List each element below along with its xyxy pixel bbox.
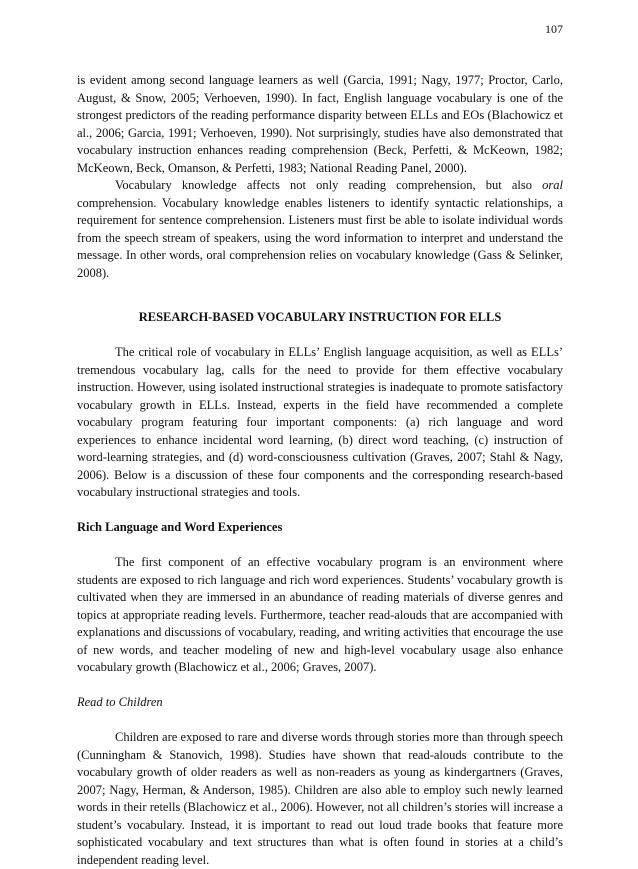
paragraph-2 [77, 177, 563, 282]
section-heading: RESEARCH-BASED VOCABULARY INSTRUCTION FOR ELLS [138, 310, 502, 324]
paragraph-2-text-a: Vocabulary knowledge affects not only reading comprehension, but also [115, 178, 543, 192]
subheading-rich-language: Rich Language and Word Experiences [77, 520, 283, 534]
paragraph-2-italic-oral: oral [542, 178, 563, 192]
subheading-read-to-children: Read to Children [77, 695, 163, 709]
paragraph-2-text-b: comprehension. Vocabulary knowledge enables listeners to identify syntactic relationships, a requirement for sentence comprehension. Listeners must first be able to isolate individual words from the speech stream of speakers, using the word information to interpret and understand the message. In other words, oral comprehension relies on vocabulary knowledge (Gass & Selinker, 2008). [77, 195, 563, 280]
paragraph-4: The first component of an effective vocabulary program is an environment where students are exposed to rich language and rich word experiences. Students’ vocabulary growth is cultivated when they are immersed in an abundance of reading materials of diverse genres and topics at appropriate reading levels. Furthermore, teacher read-alouds that are accompanied with explanations and discussions of vocabulary, reading, and writing activities that encourage the use of new words, and teacher modeling of new and high-level vocabulary usage also enhance vocabulary growth (Blachowicz et al., 2006; Graves, 2007). [77, 555, 563, 674]
paragraph-1: is evident among second language learners as well (Garcia, 1991; Nagy, 1977; Proctor, Carlo, August, & Snow, 2005; Verhoeven, 1990). In fact, English language vocabulary is one of the strongest predictors of the reading performance disparity between ELLs and EOs (Blachowicz et al., 2006; Garcia, 1991; Verhoeven, 1990). Not surprisingly, studies have also demonstrated that vocabulary instruction enhances reading comprehension (Beck, Perfetti, & McKeown, 1982; McKeown, Beck, Omanson, & Perfetti, 1983; National Reading Panel, 2000). [77, 73, 563, 175]
paragraph-3: The critical role of vocabulary in ELLs’ English language acquisition, as well as ELLs’ tremendous vocabulary lag, calls for the need to provide for them effective vocabulary instruction. However, using isolated instructional strategies is inadequate to promote satisfactory vocabulary growth in ELLs. Instead, experts in the field have recommended a complete vocabulary program featuring four important components: (a) rich language and word experiences to enhance incidental word learning, (b) direct word teaching, (c) instruction of word-learning strategies, and (d) word-consciousness cultivation (Graves, 2007; Stahl & Nagy, 2006). Below is a discussion of these four components and the corresponding research-based vocabulary instructional strategies and tools. [77, 345, 563, 499]
page-number: 107 [545, 22, 563, 36]
paragraph-5: Children are exposed to rare and diverse words through stories more than through speech (Cunningham & Stanovich, 1998). Studies have shown that read-alouds contribute to the vocabulary growth of older readers as well as non-readers as young as kindergartners (Graves, 2007; Nagy, Herman, & Anderson, 1985). Children are also able to employ such newly learned words in their retells (Blachowicz et al., 2006). However, not all children’s stories will increase a student’s vocabulary. Instead, it is important to read out loud trade books that feature more sophisticated vocabulary and text structures than what is often found in stories at a child’s independent reading level. [77, 730, 563, 867]
body-text [77, 72, 563, 869]
